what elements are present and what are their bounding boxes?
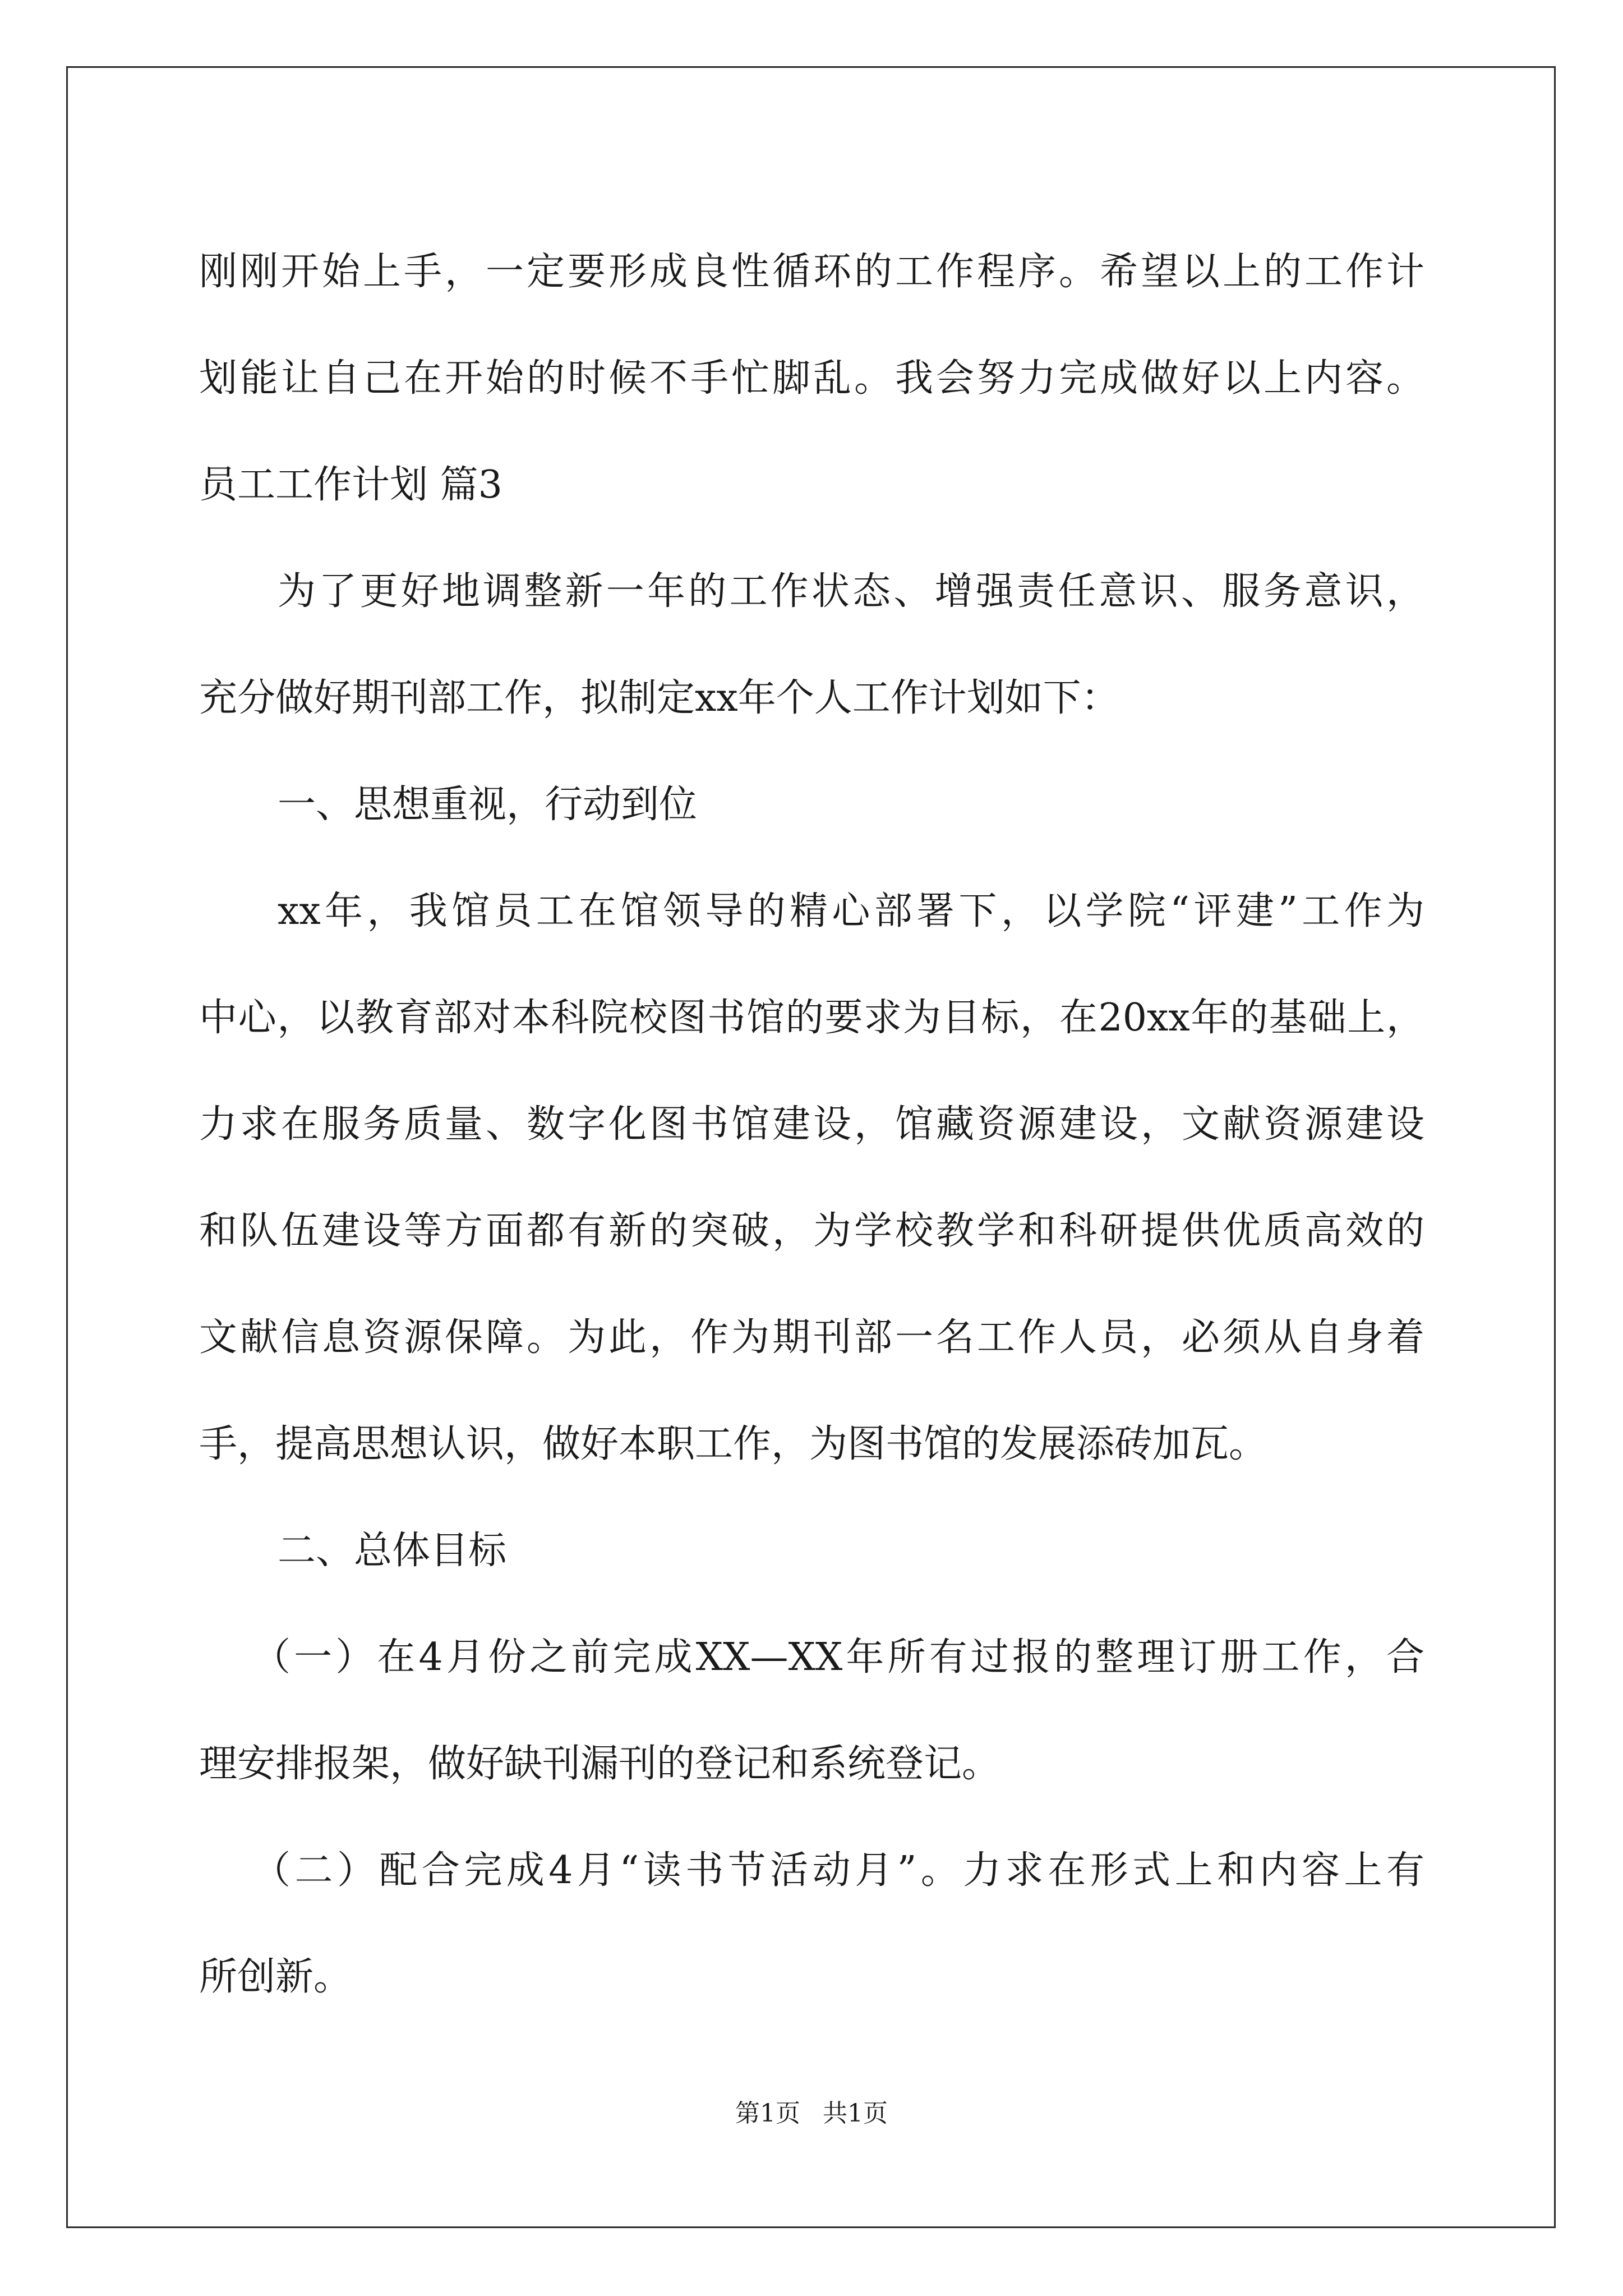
paragraph-line: 划能让自己在开始的时候不手忙脚乱。我会努力完成做好以上内容。 [199,356,1424,401]
paragraph-line: 为了更好地调整新一年的工作状态、增强责任意识、服务意识， [278,569,1424,614]
paragraph-line: 和队伍建设等方面都有新的突破，为学校教学和科研提供优质高效的 [199,1209,1424,1253]
paragraph-line: （一）在4月份之前完成XX—XX年所有过报的整理订册工作，合 [252,1635,1424,1680]
subheading: 二、总体目标 [278,1529,507,1573]
paragraph-line: 充分做好期刊部工作，拟制定xx年个人工作计划如下： [199,676,1119,720]
subheading: 一、思想重视，行动到位 [278,783,698,827]
paragraph-line: 手，提高思想认识，做好本职工作，为图书馆的发展添砖加瓦。 [199,1422,1267,1466]
page-number: 第1页 [735,2099,800,2128]
page-total: 共1页 [823,2099,888,2128]
section-heading: 员工工作计划 篇3 [199,463,502,507]
paragraph-line: xx年，我馆员工在馆领导的精心部署下，以学院“评建”工作为 [278,889,1424,933]
paragraph-line: （二）配合完成4月“读书节活动月”。力求在形式上和内容上有 [252,1848,1424,1893]
paragraph-line: 理安排报架，做好缺刊漏刊的登记和系统登记。 [199,1742,1000,1786]
document-body [199,219,1424,2031]
paragraph-line: 中心，以教育部对本科院校图书馆的要求为目标，在20xx年的基础上， [199,996,1424,1040]
paragraph-line: 刚刚开始上手，一定要形成良性循环的工作程序。希望以上的工作计 [199,250,1424,294]
paragraph-line: 力求在服务质量、数字化图书馆建设，馆藏资源建设，文献资源建设 [199,1102,1424,1147]
paragraph-line: 文献信息资源保障。为此，作为期刊部一名工作人员，必须从自身着 [199,1315,1424,1360]
page-footer [0,2097,1623,2131]
paragraph-line: 所创新。 [199,1955,352,1999]
